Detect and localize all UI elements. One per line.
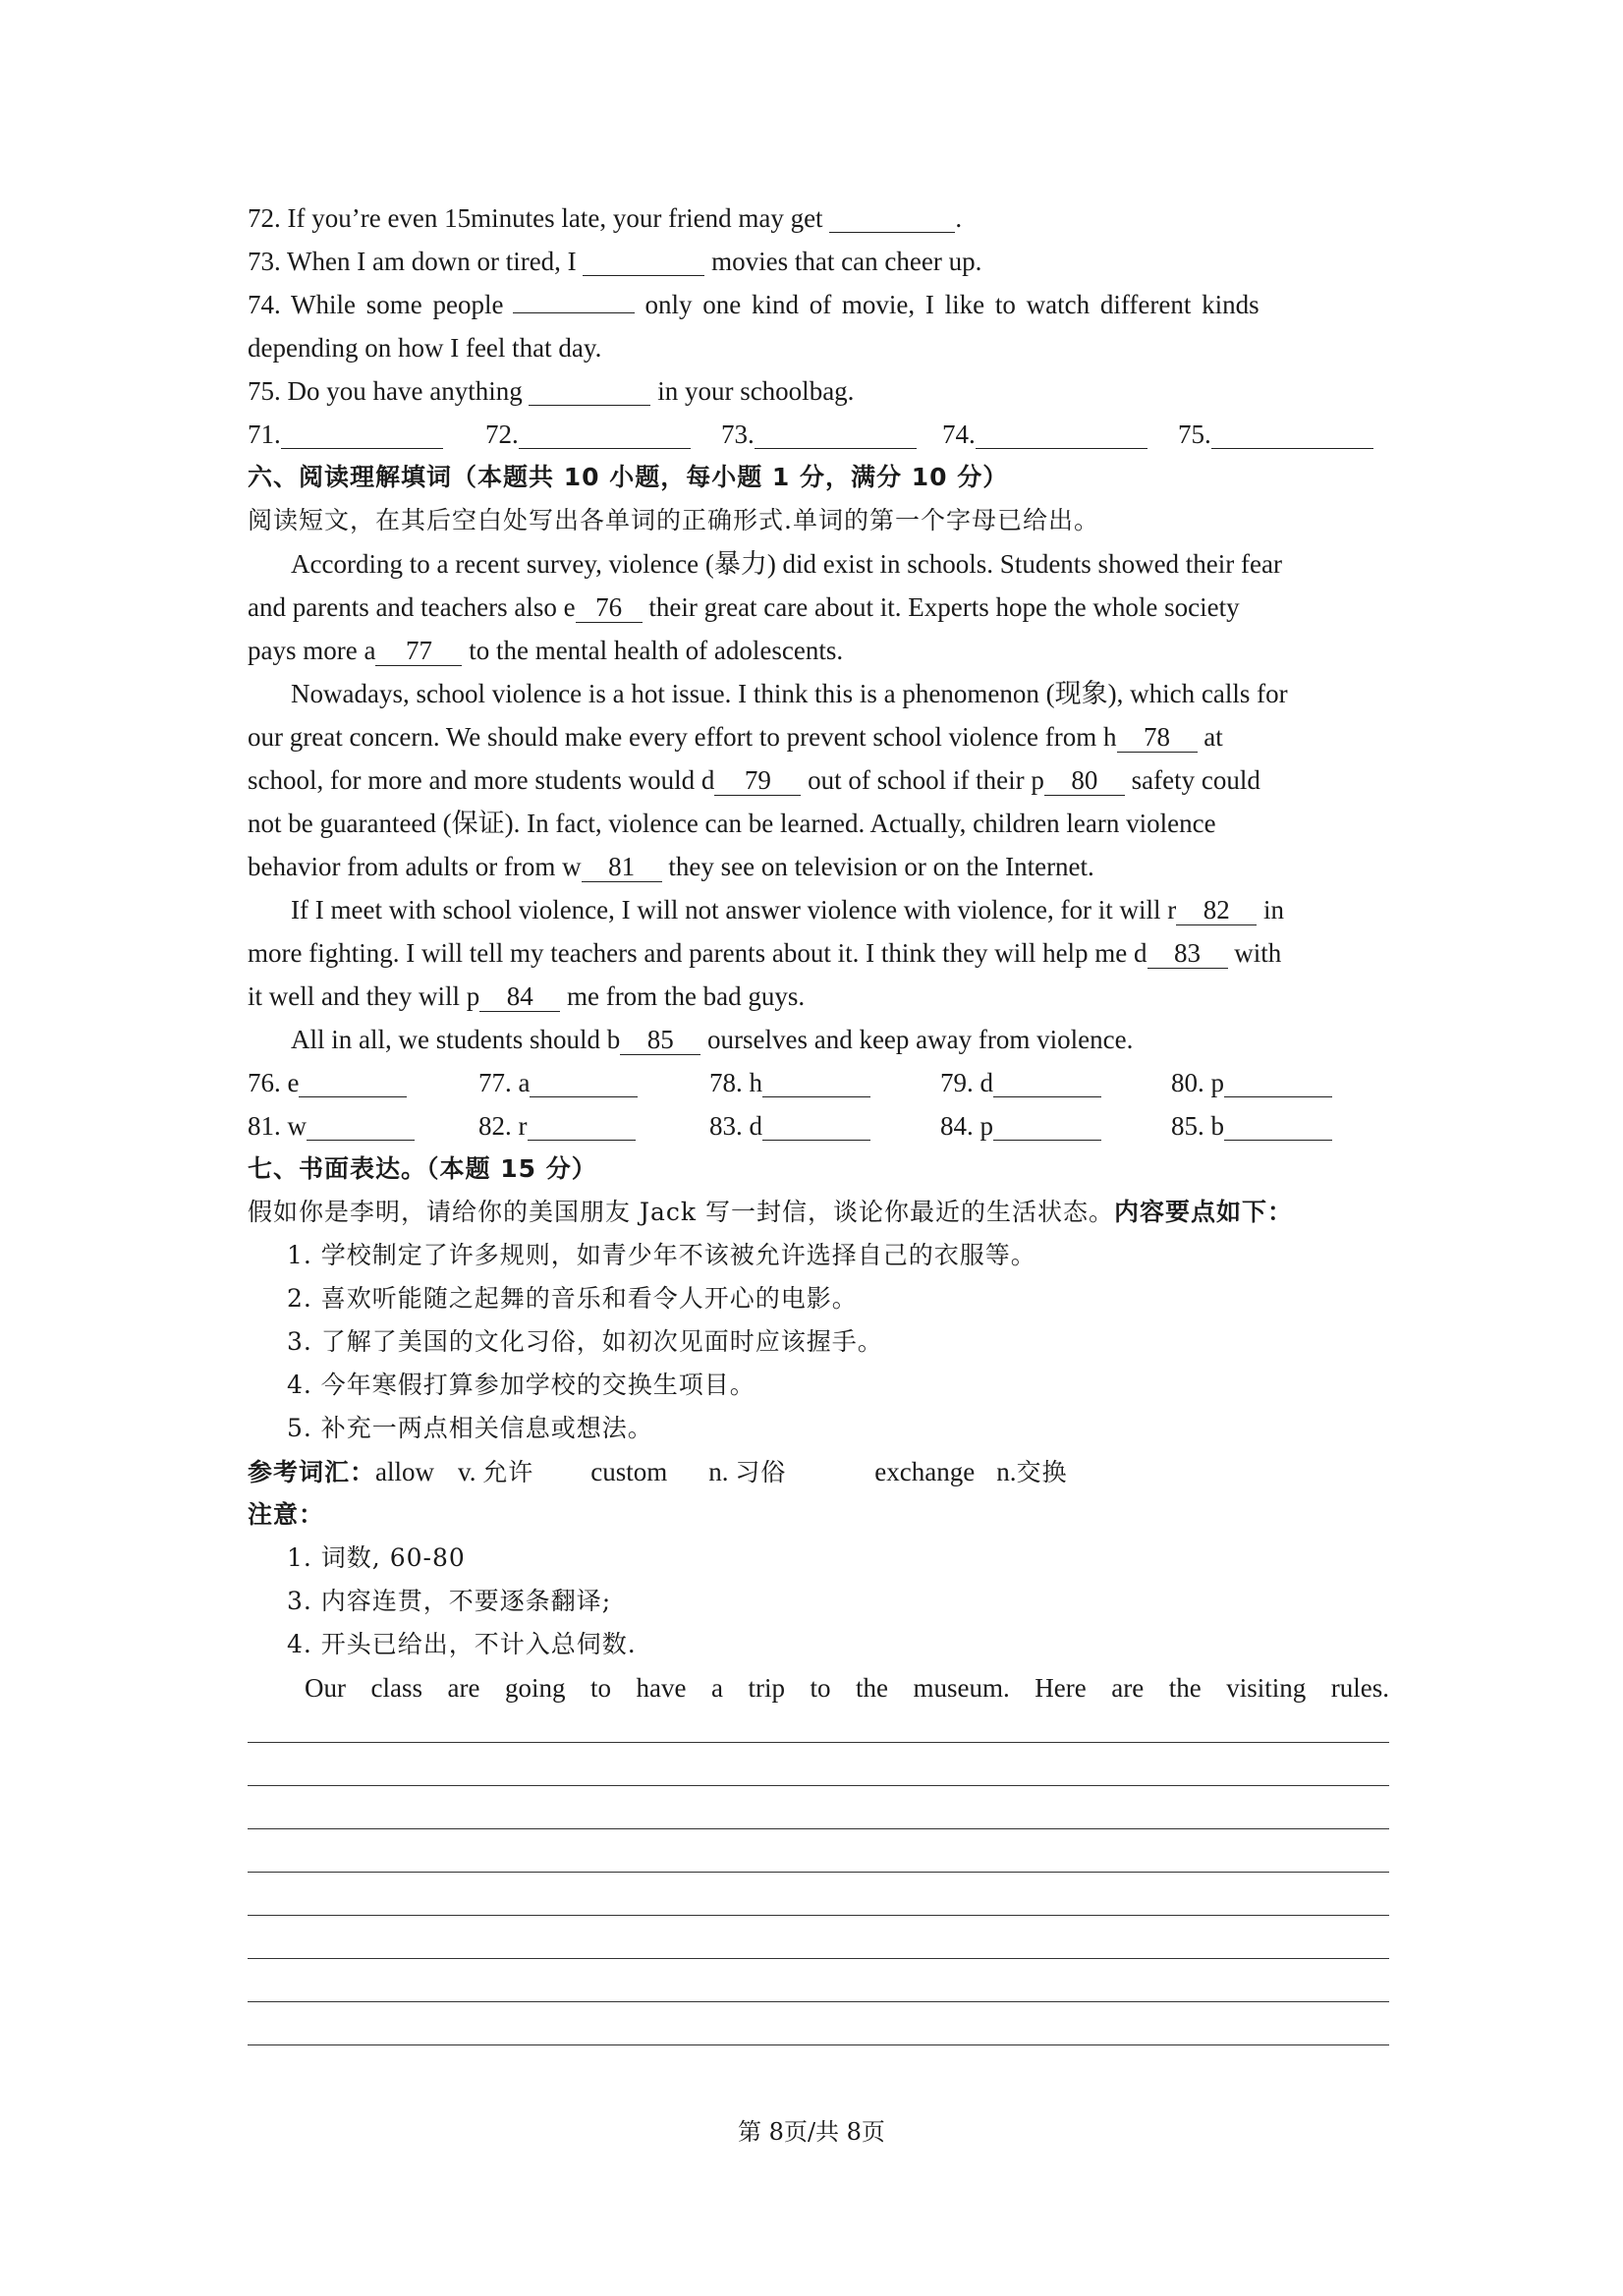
question-75: 75. Do you have anything in your schoolbag.	[248, 376, 855, 406]
point-item: 2. 喜欢听能随之起舞的音乐和看令人开心的电影。	[287, 1284, 858, 1313]
answer-blank[interactable]	[993, 1067, 1101, 1097]
writing-line[interactable]	[248, 1873, 1389, 1916]
passage-line: If I meet with school violence, I will not answer violence with violence, for it will r 82 in	[291, 895, 1285, 924]
writing-line[interactable]	[248, 1959, 1389, 2002]
passage-line: our great concern. We should make every effort to prevent school violence from h 78 at	[248, 722, 1223, 752]
answer-blank[interactable]	[976, 419, 1147, 449]
answer-blank[interactable]	[1224, 1110, 1332, 1141]
blank-85[interactable]: 85	[620, 1025, 700, 1055]
answer-blank[interactable]	[281, 419, 443, 449]
passage-line: Nowadays, school violence is a hot issue. I think this is a phenomenon (现象), which calls for	[291, 679, 1288, 708]
note-item: 4. 开头已给出，不计入总伺数.	[287, 1630, 637, 1658]
answer-row-76-80: 76. e 77. a 78. h 79. d 80. p	[248, 1061, 1389, 1104]
passage-line: it well and they will p 84 me from the bad guys.	[248, 981, 806, 1011]
blank-81[interactable]: 81	[582, 852, 662, 882]
blank-78[interactable]: 78	[1117, 722, 1198, 753]
writing-area[interactable]	[248, 1700, 1389, 2045]
blank-77[interactable]: 77	[375, 636, 462, 666]
answer-blank[interactable]	[829, 202, 955, 233]
writing-line[interactable]	[248, 1743, 1389, 1786]
writing-line[interactable]	[248, 1829, 1389, 1873]
vocab-line: 参考词汇：allow v. 允许 custom n. 习俗 exchange n.交换	[248, 1457, 1068, 1486]
passage-line: behavior from adults or from w 81 they see on television or on the Internet.	[248, 852, 1094, 881]
answer-blank[interactable]	[1224, 1067, 1332, 1097]
answer-blank[interactable]	[530, 1067, 638, 1097]
section-7-title: 七、书面表达。（本题 15 分）	[248, 1154, 597, 1183]
writing-opening: Our class are going to have a trip to the museum. Here are the visiting rules.	[305, 1673, 1389, 1703]
passage-line: pays more a 77 to the mental health of adolescents.	[248, 636, 844, 665]
note-label: 注意：	[248, 1500, 325, 1529]
point-item: 4. 今年寒假打算参加学校的交换生项目。	[287, 1371, 756, 1399]
answer-blank[interactable]	[762, 1067, 870, 1097]
answer-blank[interactable]	[519, 419, 691, 449]
answer-blank[interactable]	[762, 1110, 870, 1141]
passage-line: and parents and teachers also e 76 their great care about it. Experts hope the whole society	[248, 592, 1240, 622]
section-6-title: 六、阅读理解填词（本题共 10 小题，每小题 1 分，满分 10 分）	[248, 463, 1009, 491]
blank-80[interactable]: 80	[1044, 765, 1125, 796]
passage-line: not be guaranteed (保证). In fact, violence can be learned. Actually, children learn violence	[248, 809, 1216, 838]
writing-prompt: 假如你是李明，请给你的美国朋友 Jack 写一封信，谈论你最近的生活状态。内容要点如下：	[248, 1198, 1293, 1226]
writing-line[interactable]	[248, 1916, 1389, 1959]
blank-76[interactable]: 76	[576, 592, 643, 623]
answer-blank[interactable]	[513, 283, 635, 313]
passage-line: All in all, we students should b 85 ourselves and keep away from violence.	[291, 1025, 1134, 1054]
question-74: 74. While some people only one kind of movie, I like to watch different kinds	[248, 283, 1389, 326]
question-73: 73. When I am down or tired, I movies that can cheer up.	[248, 247, 982, 276]
blank-83[interactable]: 83	[1147, 938, 1228, 969]
answer-blank[interactable]	[1211, 419, 1373, 449]
answer-blank[interactable]	[529, 375, 650, 406]
answer-row-71-75: 71. 72. 73. 74. 75.	[248, 413, 1389, 456]
answer-blank[interactable]	[299, 1067, 407, 1097]
passage-line: According to a recent survey, violence (暴力) did exist in schools. Students showed their fear	[291, 549, 1282, 579]
answer-blank[interactable]	[755, 419, 917, 449]
answer-row-81-85: 81. w 82. r 83. d 84. p 85. b	[248, 1104, 1389, 1148]
question-74-cont: depending on how I feel that day.	[248, 333, 602, 363]
answer-blank[interactable]	[993, 1110, 1101, 1141]
passage-line: more fighting. I will tell my teachers and parents about it. I think they will help me d 83 with	[248, 938, 1282, 968]
section-6-instruction: 阅读短文，在其后空白处写出各单词的正确形式.单词的第一个字母已给出。	[248, 506, 1099, 534]
exam-page	[248, 196, 1389, 2045]
note-item: 1. 词数, 60-80	[287, 1543, 466, 1572]
writing-line[interactable]	[248, 2002, 1389, 2045]
question-text: 72. If you’re even 15minutes late, your friend may get	[248, 203, 830, 233]
point-item: 1. 学校制定了许多规则，如青少年不该被允许选择自己的衣服等。	[287, 1241, 1036, 1269]
passage-line: school, for more and more students would d 79 out of school if their p 80 safety could	[248, 765, 1260, 795]
note-item: 3. 内容连贯，不要逐条翻译;	[287, 1587, 612, 1615]
answer-blank[interactable]	[583, 246, 704, 276]
point-item: 3. 了解了美国的文化习俗，如初次见面时应该握手。	[287, 1327, 883, 1356]
question-text: 73. When I am down or tired, I	[248, 247, 584, 276]
question-72: 72. If you’re even 15minutes late, your friend may get .	[248, 203, 963, 233]
blank-82[interactable]: 82	[1176, 895, 1257, 925]
writing-line[interactable]	[248, 1786, 1389, 1829]
answer-blank[interactable]	[307, 1110, 415, 1141]
point-item: 5. 补充一两点相关信息或想法。	[287, 1414, 653, 1442]
answer-blank[interactable]	[528, 1110, 636, 1141]
blank-84[interactable]: 84	[479, 981, 560, 1012]
page-footer: 第 8页/共 8页	[738, 2118, 885, 2146]
blank-79[interactable]: 79	[714, 765, 801, 796]
